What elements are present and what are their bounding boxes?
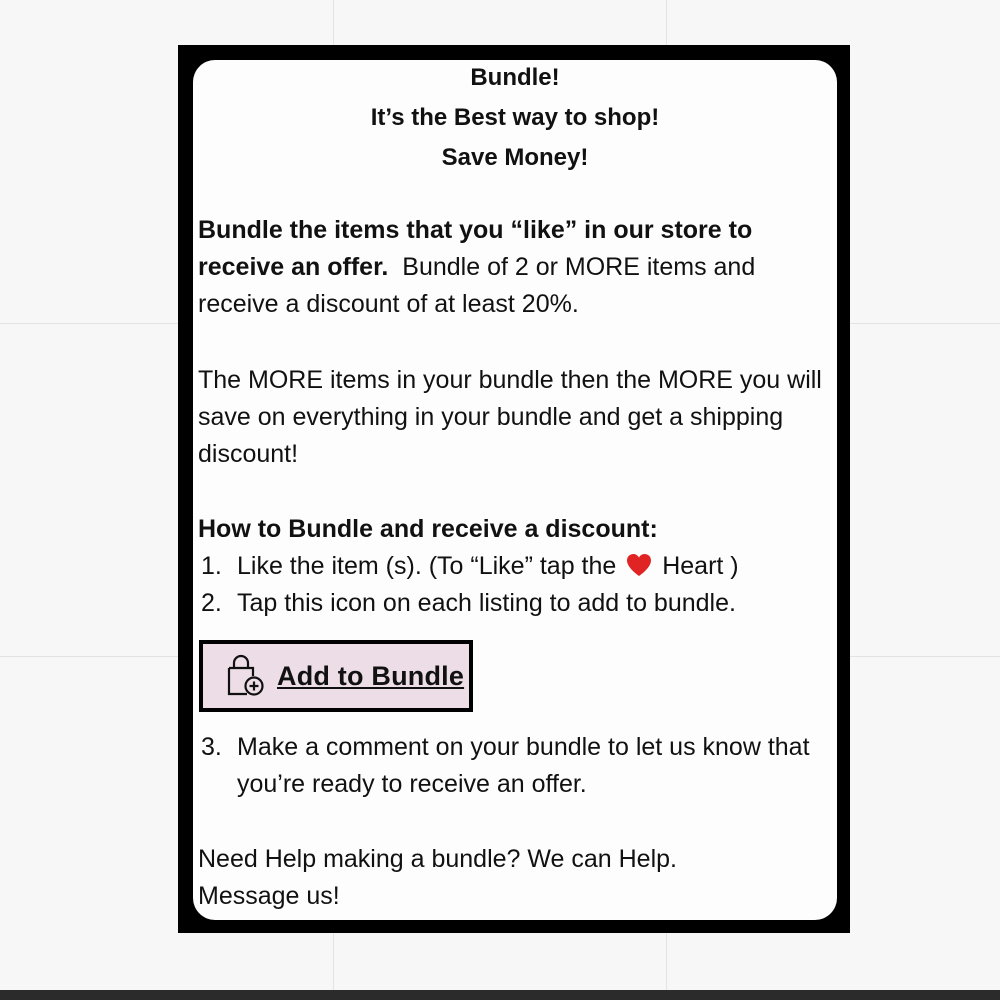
step-number: 3. bbox=[201, 733, 222, 761]
bottom-bar bbox=[0, 990, 1000, 1000]
intro-normal-text: Bundle of 2 or MORE items and receive a discount of at least 20%. bbox=[198, 253, 756, 318]
help-paragraph bbox=[198, 841, 837, 915]
step-three bbox=[198, 729, 837, 803]
intro-bold-text: Bundle the items that you “like” in our store to receive an offer. bbox=[198, 216, 753, 281]
info-card bbox=[193, 60, 837, 920]
step-number: 2. bbox=[201, 589, 222, 617]
header-line-bundle: Bundle! bbox=[470, 64, 560, 91]
step-text: Tap this icon on each listing to add to bundle. bbox=[237, 589, 736, 617]
help-line-1: Need Help making a bundle? We can Help. bbox=[198, 845, 677, 873]
savings-paragraph: The MORE items in your bundle then the MORE you will save on everything in your bundle and get a shipping discount! bbox=[198, 366, 822, 468]
card-header bbox=[193, 60, 837, 178]
shopping-bag-plus-icon bbox=[223, 654, 267, 698]
add-to-bundle-button[interactable] bbox=[199, 640, 473, 712]
intro-paragraph bbox=[198, 212, 837, 323]
header-line-best-way: It’s the Best way to shop! bbox=[370, 104, 660, 131]
list-item bbox=[198, 585, 837, 622]
step-number: 1. bbox=[201, 552, 222, 580]
header-line-save-money: Save Money! bbox=[441, 144, 589, 171]
list-item bbox=[198, 548, 837, 585]
step-text: Like the item (s). (To “Like” tap the bbox=[237, 552, 617, 580]
step-text-after: Heart ) bbox=[662, 552, 739, 580]
how-to-section bbox=[198, 511, 837, 622]
list-item bbox=[198, 729, 837, 803]
add-to-bundle-label[interactable]: Add to Bundle bbox=[277, 660, 465, 691]
help-line-2: Message us! bbox=[198, 882, 340, 910]
step-text: Make a comment on your bundle to let us know that you’re ready to receive an offer. bbox=[237, 733, 810, 798]
how-to-heading: How to Bundle and receive a discount: bbox=[198, 515, 658, 543]
heart-icon bbox=[626, 553, 652, 577]
